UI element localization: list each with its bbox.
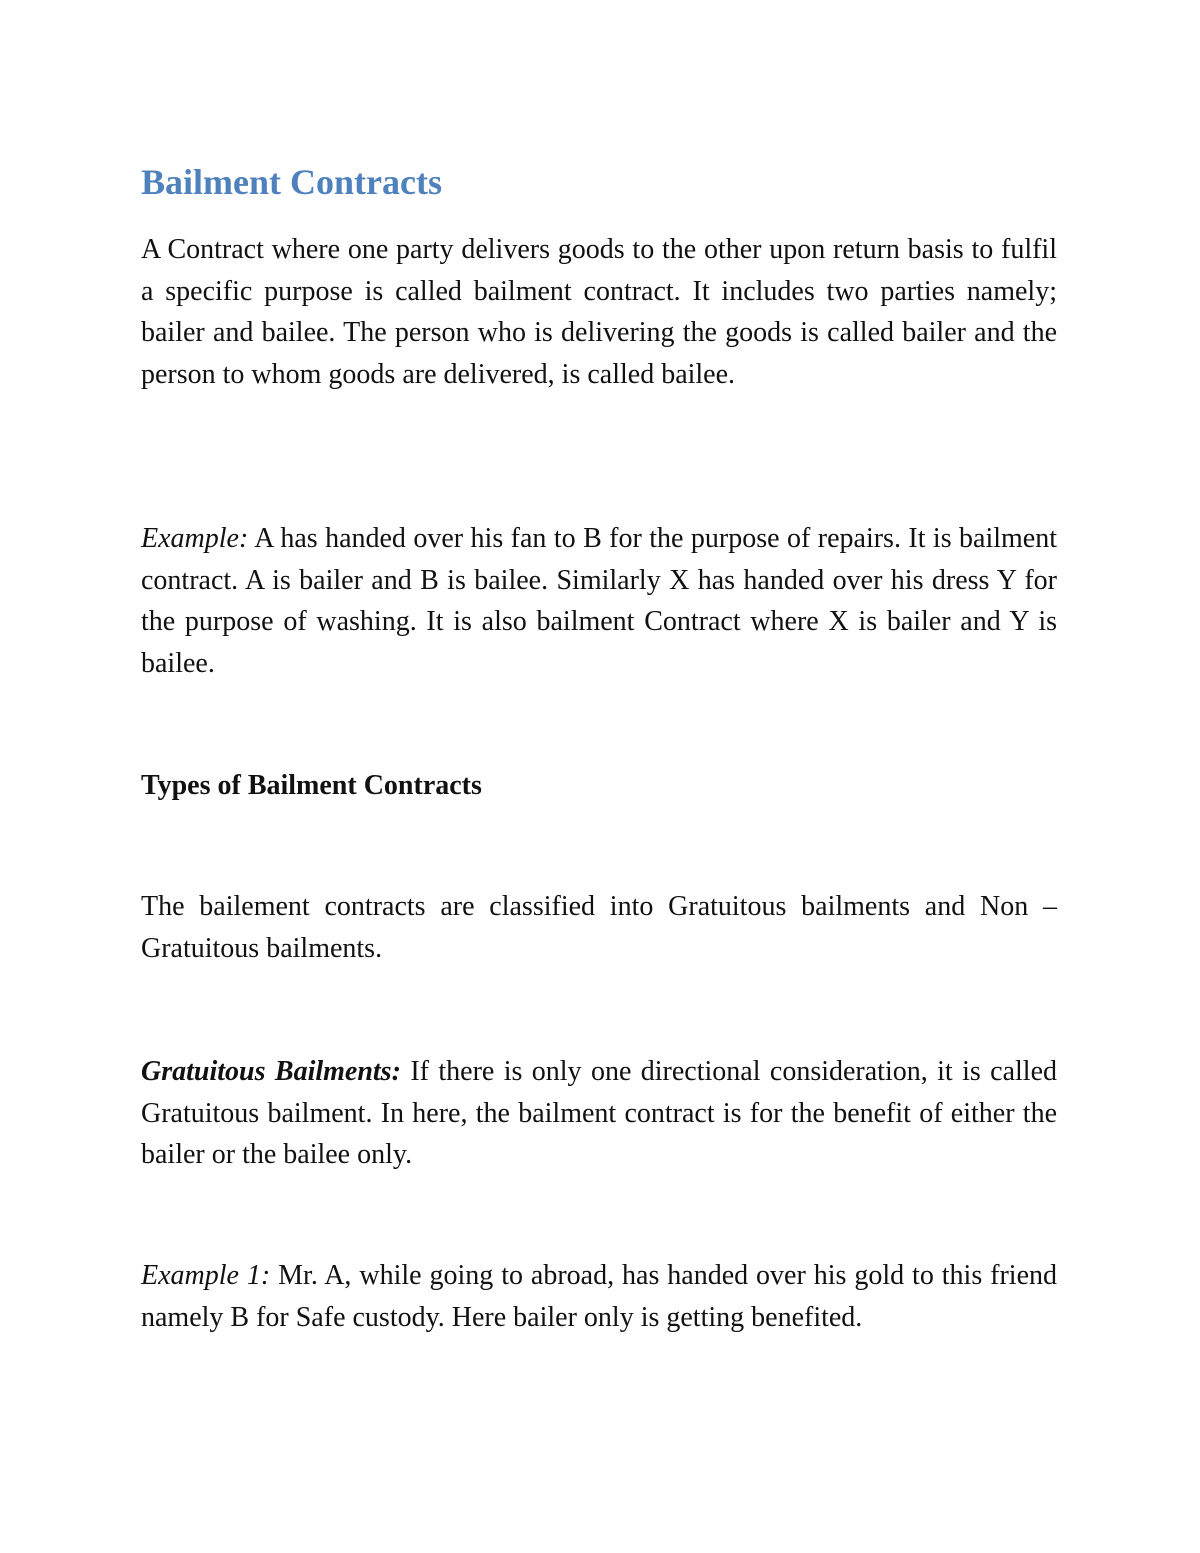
types-heading: Types of Bailment Contracts [141, 770, 482, 801]
example1-label: Example 1: [141, 1260, 271, 1291]
example-label: Example: [141, 523, 249, 554]
example1-paragraph [141, 1255, 1057, 1338]
example1-text: Mr. A, while going to abroad, has handed over his gold to this friend namely B for Safe custody. Here bailer only is getting benefited. [141, 1260, 1057, 1333]
example-paragraph [141, 518, 1057, 684]
intro-paragraph: A Contract where one party delivers goods to the other upon return basis to fulfil a specific purpose is called bailment contract. It includes two parties namely; bailer and bailee. The person who is delivering the goods is called bailer and the person to whom goods are delivered, is called bailee. [141, 234, 1057, 390]
gratuitous-label: Gratuitous Bailments: [141, 1056, 401, 1087]
page-title: Bailment Contracts [141, 162, 442, 202]
example-text: A has handed over his fan to B for the purpose of repairs. It is bailment contract. A is bailer and B is bailee. Similarly X has handed over his dress Y for the purpose of washing. It is also bailment Contract where X is bailer and Y is bailee. [141, 523, 1058, 679]
gratuitous-paragraph [141, 1051, 1057, 1176]
gratuitous-text: If there is only one directional consideration, it is called Gratuitous bailment. In here, the bailment contract is for the benefit of either the bailer or the bailee only. [141, 1056, 1057, 1170]
types-intro-paragraph: The bailement contracts are classified into Gratuitous bailments and Non – Gratuitous bailments. [141, 891, 1057, 964]
